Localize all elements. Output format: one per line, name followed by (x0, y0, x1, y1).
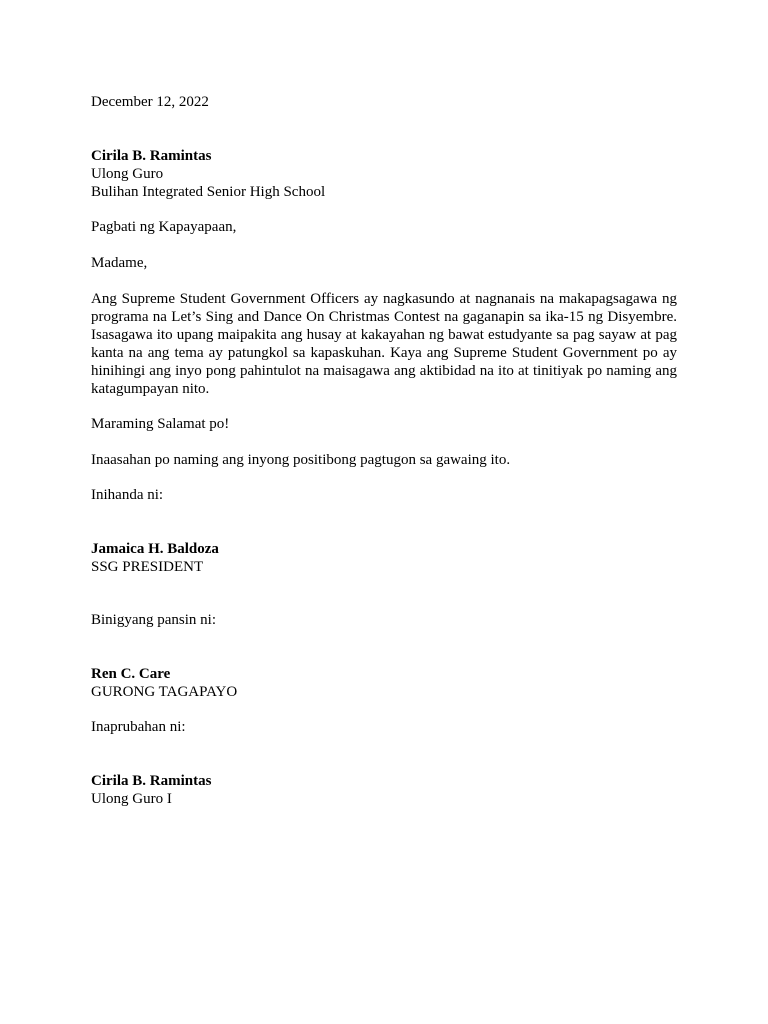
noted-by-name: Ren C. Care (91, 666, 171, 682)
prepared-by-name: Jamaica H. Baldoza (91, 541, 219, 557)
prepared-by-signature (91, 540, 219, 576)
salutation: Madame, (91, 255, 148, 271)
recipient-title: Ulong Guro (91, 166, 164, 182)
thanks-line: Maraming Salamat po! (91, 416, 230, 432)
recipient-block (91, 147, 325, 201)
approved-by-label: Inaprubahan ni: (91, 719, 186, 735)
prepared-by-position: SSG PRESIDENT (91, 559, 204, 575)
recipient-school: Bulihan Integrated Senior High School (91, 184, 326, 200)
recipient-name: Cirila B. Ramintas (91, 148, 212, 164)
approved-by-position: Ulong Guro I (91, 791, 172, 807)
approved-by-signature (91, 772, 211, 808)
noted-by-label: Binigyang pansin ni: (91, 612, 216, 628)
approved-by-name: Cirila B. Ramintas (91, 773, 212, 789)
noted-by-position: GURONG TAGAPAYO (91, 684, 238, 700)
greeting: Pagbati ng Kapayapaan, (91, 219, 237, 235)
letter-date: December 12, 2022 (91, 94, 209, 110)
noted-by-signature (91, 665, 237, 701)
closing-note: Inaasahan po naming ang inyong positibong pagtugon sa gawaing ito. (91, 452, 511, 468)
letter-body: Ang Supreme Student Government Officers ay nagkasundo at nagnanais na makapagsagawa ng programa na Let’s Sing and Dance On Christmas Contest na gaganapin sa ika-15 ng Disyembre. Isasagawa ito upang maipakita ang husay at kakayahan ng bawat estudyante sa pag sayaw at pag kanta na ang tema ay patungkol sa kapaskuhan. Kaya ang Supreme Student Government po ay hinihingi ang inyo pong pahintulot na maisagawa ang aktibidad na ito at tinitiyak po naming ang katagumpayan nito. (91, 291, 677, 397)
prepared-by-label: Inihanda ni: (91, 487, 164, 503)
